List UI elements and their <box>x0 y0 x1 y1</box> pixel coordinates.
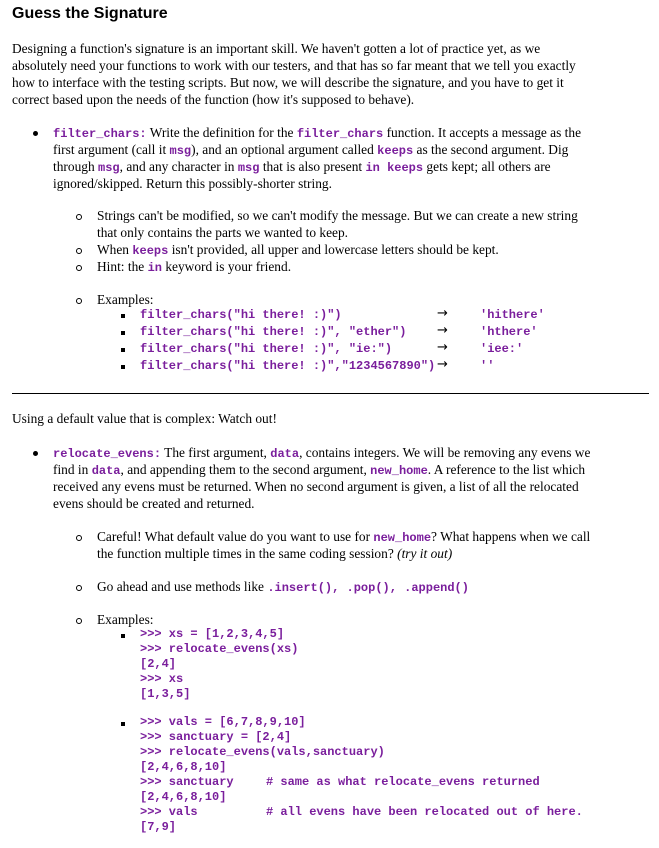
intro-line: correct based upon the needs of the function (how it's supposed to behave). <box>12 92 415 107</box>
code-line: >>> vals <box>140 805 198 819</box>
circle-bullet-icon <box>76 585 82 591</box>
intro-line: absolutely need your functions to work with our testers, and that has so far meant that we tell you exactly <box>12 58 576 73</box>
methods-line: Go ahead and use methods like .insert(), .pop(), .append() <box>97 579 469 595</box>
relocate-line-2: find in data, and appending them to the second argument, new_home. A reference to the list which <box>53 462 586 478</box>
filter-chars-name: filter_chars: <box>53 127 147 141</box>
example-call: filter_chars("hi there! :)", "ie:") <box>140 342 393 356</box>
circle-bullet-icon <box>76 265 82 271</box>
code-line: >>> relocate_evens(vals,sanctuary) <box>140 745 385 759</box>
relocate-line-1: relocate_evens: The first argument, data, contains integers. We will be removing any evens we <box>53 445 591 461</box>
filter-sub-1b: that only contains the parts we wanted to keep. <box>97 225 349 240</box>
intro-line: how to interface with the testing scripts. But now, we will describe the signature, and you have to get it <box>12 75 564 90</box>
code-line: >>> xs = [1,2,3,4,5] <box>140 627 285 641</box>
bullet-icon <box>33 131 38 136</box>
square-bullet-icon <box>121 331 125 335</box>
example-result: 'iee:' <box>480 342 524 356</box>
bullet-icon <box>33 451 38 456</box>
code-line: >>> vals = [6,7,8,9,10] <box>140 715 306 729</box>
relocate-line-4: evens should be created and returned. <box>53 496 255 511</box>
example-result: '' <box>480 359 495 373</box>
code-line: [1,3,5] <box>140 687 191 701</box>
filter-line-2: first argument (call it msg), and an optional argument called keeps as the second argument. Dig <box>53 142 569 158</box>
code-line: [7,9] <box>140 820 177 834</box>
example-call: filter_chars("hi there! :)","1234567890") <box>140 359 436 373</box>
code-line: [2,4] <box>140 657 177 671</box>
code-comment: # same as what relocate_evens returned <box>266 775 540 789</box>
square-bullet-icon <box>121 348 125 352</box>
page-title: Guess the Signature <box>12 5 168 22</box>
square-bullet-icon <box>121 722 125 726</box>
default-value-heading: Using a default value that is complex: Watch out! <box>12 411 277 426</box>
circle-bullet-icon <box>76 248 82 254</box>
example-result: 'hthere' <box>480 325 538 339</box>
careful-line-2: the function multiple times in the same coding session? (try it out) <box>97 546 453 561</box>
filter-line-3: through msg, and any character in msg that is also present in keeps gets kept; all others are <box>53 159 551 175</box>
code-line: >>> xs <box>140 672 184 686</box>
code-line: >>> sanctuary = [2,4] <box>140 730 292 744</box>
square-bullet-icon <box>121 314 125 318</box>
arrow-icon: → <box>437 340 448 355</box>
square-bullet-icon <box>121 365 125 369</box>
arrow-icon: → <box>437 306 448 321</box>
filter-examples-label: Examples: <box>97 292 154 307</box>
arrow-icon: → <box>437 323 448 338</box>
example-call: filter_chars("hi there! :)", "ether") <box>140 325 407 339</box>
filter-sub-1a: Strings can't be modified, so we can't modify the message. But we can create a new string <box>97 208 578 223</box>
code-line: [2,4,6,8,10] <box>140 760 227 774</box>
square-bullet-icon <box>121 634 125 638</box>
example-result: 'hithere' <box>480 308 545 322</box>
filter-line-1: filter_chars: Write the definition for the filter_chars function. It accepts a message as the <box>53 125 582 141</box>
code-comment: # all evens have been relocated out of here. <box>266 805 583 819</box>
code-line: >>> relocate_evens(xs) <box>140 642 299 656</box>
divider <box>12 393 649 394</box>
circle-bullet-icon <box>76 214 82 220</box>
filter-sub-2: When keeps isn't provided, all upper and lowercase letters should be kept. <box>97 242 499 258</box>
code-line: [2,4,6,8,10] <box>140 790 227 804</box>
filter-line-4: ignored/skipped. Return this possibly-shorter string. <box>53 176 332 191</box>
intro-line: Designing a function's signature is an important skill. We haven't gotten a lot of practice yet, as we <box>12 41 541 56</box>
example-call: filter_chars("hi there! :)") <box>140 308 342 322</box>
code-line: >>> sanctuary <box>140 775 234 789</box>
relocate-line-3: received any evens must be returned. When no second argument is given, a list of all the relocated <box>53 479 579 494</box>
circle-bullet-icon <box>76 535 82 541</box>
circle-bullet-icon <box>76 298 82 304</box>
careful-line-1: Careful! What default value do you want to use for new_home? What happens when we call <box>97 529 591 545</box>
relocate-evens-name: relocate_evens: <box>53 447 162 461</box>
arrow-icon: → <box>437 357 448 372</box>
filter-sub-3: Hint: the in keyword is your friend. <box>97 259 292 275</box>
circle-bullet-icon <box>76 618 82 624</box>
relocate-examples-label: Examples: <box>97 612 154 627</box>
